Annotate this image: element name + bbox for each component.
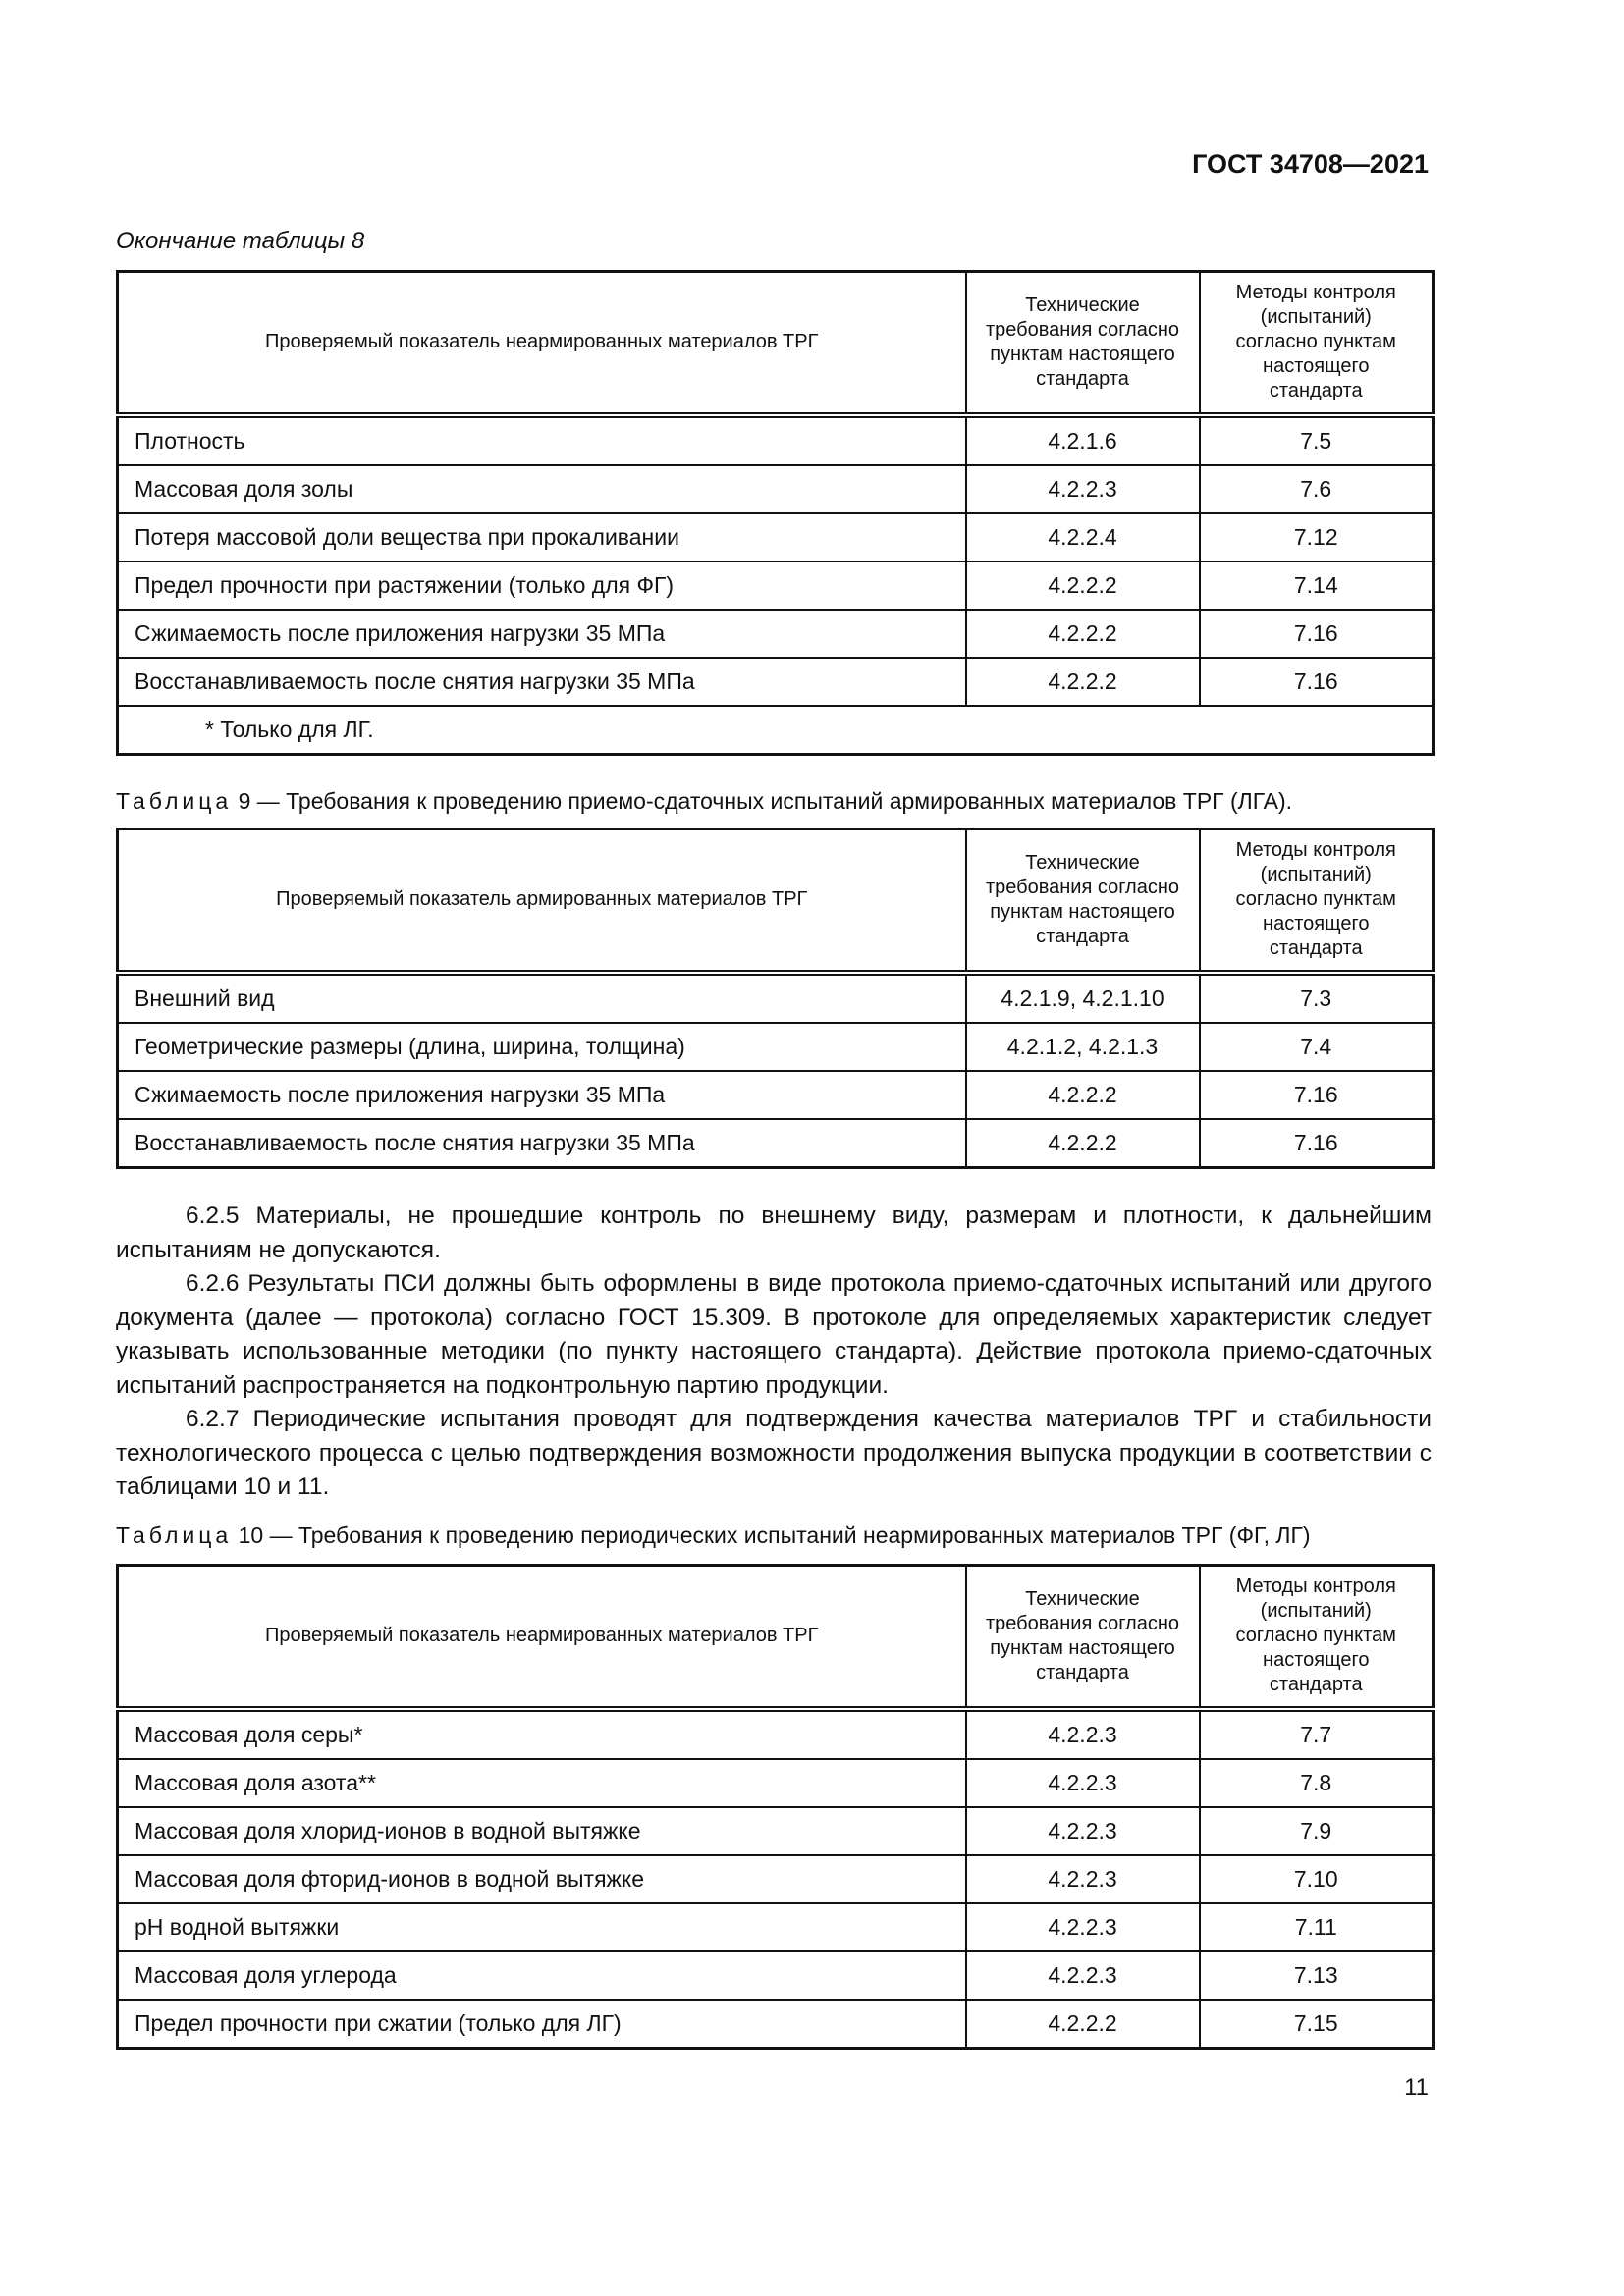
table-row (118, 610, 1434, 658)
table-row (118, 1855, 1434, 1903)
column-header-methods: Методы контроля (испытаний) согласно пунктам настоящего стандарта (1200, 829, 1434, 973)
cell-requirements: 4.2.2.2 (966, 610, 1200, 658)
cell-methods: 7.8 (1200, 1759, 1434, 1807)
table-row (118, 2000, 1434, 2049)
table-header-row (118, 1566, 1434, 1709)
table-row (118, 561, 1434, 610)
caption-number: 9 (238, 788, 251, 814)
cell-indicator: Массовая доля углерода (118, 1951, 966, 2000)
cell-indicator: Восстанавливаемость после снятия нагрузки 35 МПа (118, 1119, 966, 1168)
cell-methods: 7.15 (1200, 2000, 1434, 2049)
table-9 (116, 828, 1435, 1169)
table-row (118, 1071, 1434, 1119)
cell-methods: 7.5 (1200, 415, 1434, 465)
cell-requirements: 4.2.2.3 (966, 1807, 1200, 1855)
cell-requirements: 4.2.2.2 (966, 561, 1200, 610)
table-row (118, 1903, 1434, 1951)
cell-requirements: 4.2.1.6 (966, 415, 1200, 465)
caption-text: — Требования к проведению приемо-сдаточных испытаний армированных материалов ТРГ (ЛГА). (256, 788, 1293, 814)
cell-requirements: 4.2.2.2 (966, 1119, 1200, 1168)
table-row (118, 415, 1434, 465)
cell-indicator: Геометрические размеры (длина, ширина, толщина) (118, 1023, 966, 1071)
cell-requirements: 4.2.2.2 (966, 658, 1200, 706)
cell-indicator: Массовая доля азота** (118, 1759, 966, 1807)
table-header-row (118, 272, 1434, 415)
table-footnote-row (118, 706, 1434, 755)
cell-methods: 7.7 (1200, 1709, 1434, 1759)
paragraph-6-2-6: 6.2.6 Результаты ПСИ должны быть оформлены в виде протокола приемо-сдаточных испытаний или другого документа (далее — протокола) согласно ГОСТ 15.309. В протоколе для определяемых характеристик следует указывать использованные методики (по пункту настоящего стандарта). Действие протокола приемо-сдаточных испытаний распространяется на подконтрольную партию продукции. (116, 1270, 1432, 1399)
table-row (118, 658, 1434, 706)
cell-requirements: 4.2.2.4 (966, 513, 1200, 561)
cell-indicator: Плотность (118, 415, 966, 465)
table-row (118, 513, 1434, 561)
cell-requirements: 4.2.2.3 (966, 1855, 1200, 1903)
table-row (118, 1951, 1434, 2000)
cell-methods: 7.6 (1200, 465, 1434, 513)
caption-text: — Требования к проведению периодических испытаний неармированных материалов ТРГ (ФГ, ЛГ) (269, 1522, 1311, 1548)
cell-methods: 7.3 (1200, 973, 1434, 1023)
caption-label: Таблица (116, 788, 233, 814)
table-row (118, 1119, 1434, 1168)
paragraph-6-2-7: 6.2.7 Периодические испытания проводят для подтверждения качества материалов ТРГ и стабильности технологического процесса с целью подтверждения возможности продолжения выпуска продукции в соответствии с таблицами 10 и 11. (116, 1406, 1432, 1500)
cell-requirements: 4.2.2.3 (966, 1709, 1200, 1759)
document-id-header: ГОСТ 34708—2021 (1192, 149, 1429, 179)
cell-methods: 7.16 (1200, 1119, 1434, 1168)
cell-indicator: Массовая доля золы (118, 465, 966, 513)
body-text (116, 1200, 1432, 1505)
cell-requirements: 4.2.2.3 (966, 1903, 1200, 1951)
table-10 (116, 1564, 1435, 2050)
cell-indicator: Восстанавливаемость после снятия нагрузки 35 МПа (118, 658, 966, 706)
column-header-indicator: Проверяемый показатель армированных материалов ТРГ (118, 829, 966, 973)
cell-requirements: 4.2.2.3 (966, 1951, 1200, 2000)
cell-indicator: Сжимаемость после приложения нагрузки 35 МПа (118, 1071, 966, 1119)
cell-methods: 7.12 (1200, 513, 1434, 561)
cell-methods: 7.16 (1200, 1071, 1434, 1119)
column-header-indicator: Проверяемый показатель неармированных материалов ТРГ (118, 1566, 966, 1709)
table-header-row (118, 829, 1434, 973)
cell-requirements: 4.2.2.2 (966, 1071, 1200, 1119)
cell-indicator: Сжимаемость после приложения нагрузки 35 МПа (118, 610, 966, 658)
cell-indicator: Потеря массовой доли вещества при прокаливании (118, 513, 966, 561)
column-header-methods: Методы контроля (испытаний) согласно пунктам настоящего стандарта (1200, 272, 1434, 415)
cell-requirements: 4.2.2.2 (966, 2000, 1200, 2049)
cell-requirements: 4.2.2.3 (966, 1759, 1200, 1807)
cell-methods: 7.10 (1200, 1855, 1434, 1903)
cell-methods: 7.13 (1200, 1951, 1434, 2000)
table9-caption (116, 787, 1292, 815)
cell-methods: 7.9 (1200, 1807, 1434, 1855)
cell-methods: 7.11 (1200, 1903, 1434, 1951)
table8-continuation-title: Окончание таблицы 8 (116, 228, 365, 254)
table-footnote: * Только для ЛГ. (118, 706, 1434, 755)
cell-methods: 7.16 (1200, 610, 1434, 658)
cell-indicator: Внешний вид (118, 973, 966, 1023)
column-header-indicator: Проверяемый показатель неармированных материалов ТРГ (118, 272, 966, 415)
table-row (118, 1759, 1434, 1807)
column-header-requirements: Технические требования согласно пунктам настоящего стандарта (966, 1566, 1200, 1709)
cell-requirements: 4.2.2.3 (966, 465, 1200, 513)
paragraph-6-2-5: 6.2.5 Материалы, не прошедшие контроль по внешнему виду, размерам и плотности, к дальнейшим испытаниям не допускаются. (116, 1202, 1432, 1263)
column-header-requirements: Технические требования согласно пунктам настоящего стандарта (966, 272, 1200, 415)
cell-indicator: pH водной вытяжки (118, 1903, 966, 1951)
table10-caption (116, 1522, 1311, 1549)
cell-requirements: 4.2.1.2, 4.2.1.3 (966, 1023, 1200, 1071)
cell-indicator: Массовая доля хлорид-ионов в водной вытяжке (118, 1807, 966, 1855)
cell-methods: 7.16 (1200, 658, 1434, 706)
cell-indicator: Предел прочности при сжатии (только для ЛГ) (118, 2000, 966, 2049)
table-row (118, 465, 1434, 513)
column-header-methods: Методы контроля (испытаний) согласно пунктам настоящего стандарта (1200, 1566, 1434, 1709)
cell-methods: 7.14 (1200, 561, 1434, 610)
cell-requirements: 4.2.1.9, 4.2.1.10 (966, 973, 1200, 1023)
caption-number: 10 (238, 1522, 264, 1548)
table-row (118, 1709, 1434, 1759)
table-8 (116, 270, 1435, 756)
cell-indicator: Массовая доля фторид-ионов в водной вытяжке (118, 1855, 966, 1903)
caption-label: Таблица (116, 1522, 233, 1548)
cell-methods: 7.4 (1200, 1023, 1434, 1071)
column-header-requirements: Технические требования согласно пунктам настоящего стандарта (966, 829, 1200, 973)
page-number: 11 (1404, 2074, 1429, 2101)
cell-indicator: Массовая доля серы* (118, 1709, 966, 1759)
cell-indicator: Предел прочности при растяжении (только для ФГ) (118, 561, 966, 610)
table-row (118, 973, 1434, 1023)
table-row (118, 1023, 1434, 1071)
table-row (118, 1807, 1434, 1855)
